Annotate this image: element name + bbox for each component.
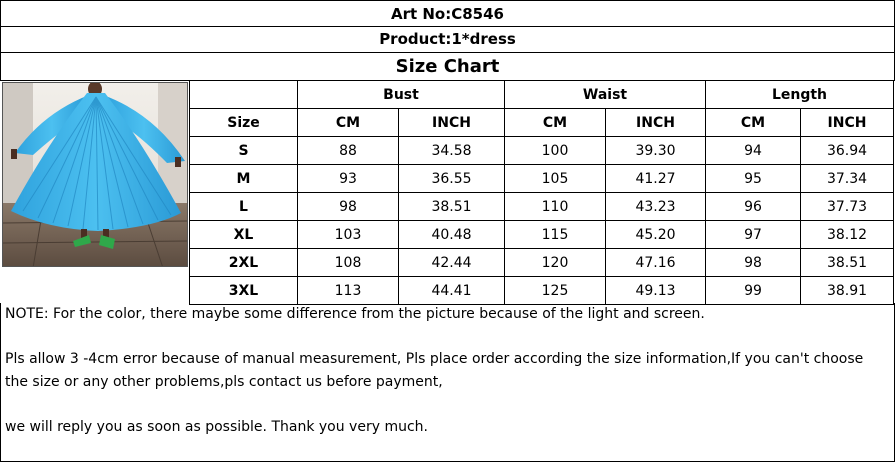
product-label: Product:1*dress <box>0 26 895 53</box>
waist-inch-cell: 49.13 <box>606 277 706 305</box>
notes-box <box>0 303 895 462</box>
waist-inch-header: INCH <box>606 109 706 137</box>
bust-inch-cell: 42.44 <box>399 249 505 277</box>
length-cm-cell: 96 <box>706 193 801 221</box>
length-inch-header: INCH <box>801 109 894 137</box>
size-cell: XL <box>190 221 298 249</box>
waist-cm-header: CM <box>505 109 606 137</box>
waist-cm-cell: 115 <box>505 221 606 249</box>
size-cell: M <box>190 165 298 193</box>
waist-inch-cell: 45.20 <box>606 221 706 249</box>
length-inch-cell: 36.94 <box>801 137 894 165</box>
product-photo <box>2 82 188 267</box>
bust-inch-cell: 34.58 <box>399 137 505 165</box>
length-inch-cell: 37.73 <box>801 193 894 221</box>
waist-inch-cell: 47.16 <box>606 249 706 277</box>
article-number: Art No:C8546 <box>0 0 895 27</box>
length-inch-cell: 38.91 <box>801 277 894 305</box>
waist-cm-cell: 105 <box>505 165 606 193</box>
bust-header: Bust <box>298 81 505 109</box>
bust-inch-header: INCH <box>399 109 505 137</box>
waist-cm-cell: 100 <box>505 137 606 165</box>
waist-cm-cell: 110 <box>505 193 606 221</box>
table-row <box>190 249 894 277</box>
table-row <box>190 137 894 165</box>
bust-inch-cell: 44.41 <box>399 277 505 305</box>
size-table <box>189 80 894 305</box>
length-cm-cell: 99 <box>706 277 801 305</box>
bust-cm-cell: 103 <box>298 221 399 249</box>
table-row <box>190 165 894 193</box>
size-header: Size <box>190 109 298 137</box>
waist-inch-cell: 43.23 <box>606 193 706 221</box>
table-row <box>190 277 894 305</box>
bust-cm-header: CM <box>298 109 399 137</box>
length-cm-header: CM <box>706 109 801 137</box>
bust-cm-cell: 98 <box>298 193 399 221</box>
unit-header-row <box>190 109 894 137</box>
bust-inch-cell: 38.51 <box>399 193 505 221</box>
measurement-note: Pls allow 3 -4cm error because of manual measurement, Pls place order according the size information,If you can't choose <box>5 351 864 367</box>
size-cell: S <box>190 137 298 165</box>
length-cm-cell: 94 <box>706 137 801 165</box>
table-row <box>190 193 894 221</box>
bust-cm-cell: 93 <box>298 165 399 193</box>
size-cell: 3XL <box>190 277 298 305</box>
length-inch-cell: 38.12 <box>801 221 894 249</box>
waist-cm-cell: 125 <box>505 277 606 305</box>
table-row <box>190 221 894 249</box>
reply-note: we will reply you as soon as possible. Thank you very much. <box>5 419 428 435</box>
waist-inch-cell: 41.27 <box>606 165 706 193</box>
length-cm-cell: 95 <box>706 165 801 193</box>
length-inch-cell: 38.51 <box>801 249 894 277</box>
size-cell: 2XL <box>190 249 298 277</box>
waist-header: Waist <box>505 81 706 109</box>
blank-cell <box>190 81 298 109</box>
bust-cm-cell: 108 <box>298 249 399 277</box>
waist-cm-cell: 120 <box>505 249 606 277</box>
group-header-row <box>190 81 894 109</box>
bust-cm-cell: 113 <box>298 277 399 305</box>
length-cm-cell: 98 <box>706 249 801 277</box>
bust-inch-cell: 40.48 <box>399 221 505 249</box>
waist-inch-cell: 39.30 <box>606 137 706 165</box>
size-chart-title: Size Chart <box>0 52 895 81</box>
bust-cm-cell: 88 <box>298 137 399 165</box>
length-header: Length <box>706 81 894 109</box>
length-cm-cell: 97 <box>706 221 801 249</box>
size-cell: L <box>190 193 298 221</box>
color-note: NOTE: For the color, there maybe some difference from the picture because of the light and screen. <box>5 306 705 322</box>
bust-inch-cell: 36.55 <box>399 165 505 193</box>
measurement-note-continued: the size or any other problems,pls contact us before payment, <box>5 374 443 390</box>
length-inch-cell: 37.34 <box>801 165 894 193</box>
